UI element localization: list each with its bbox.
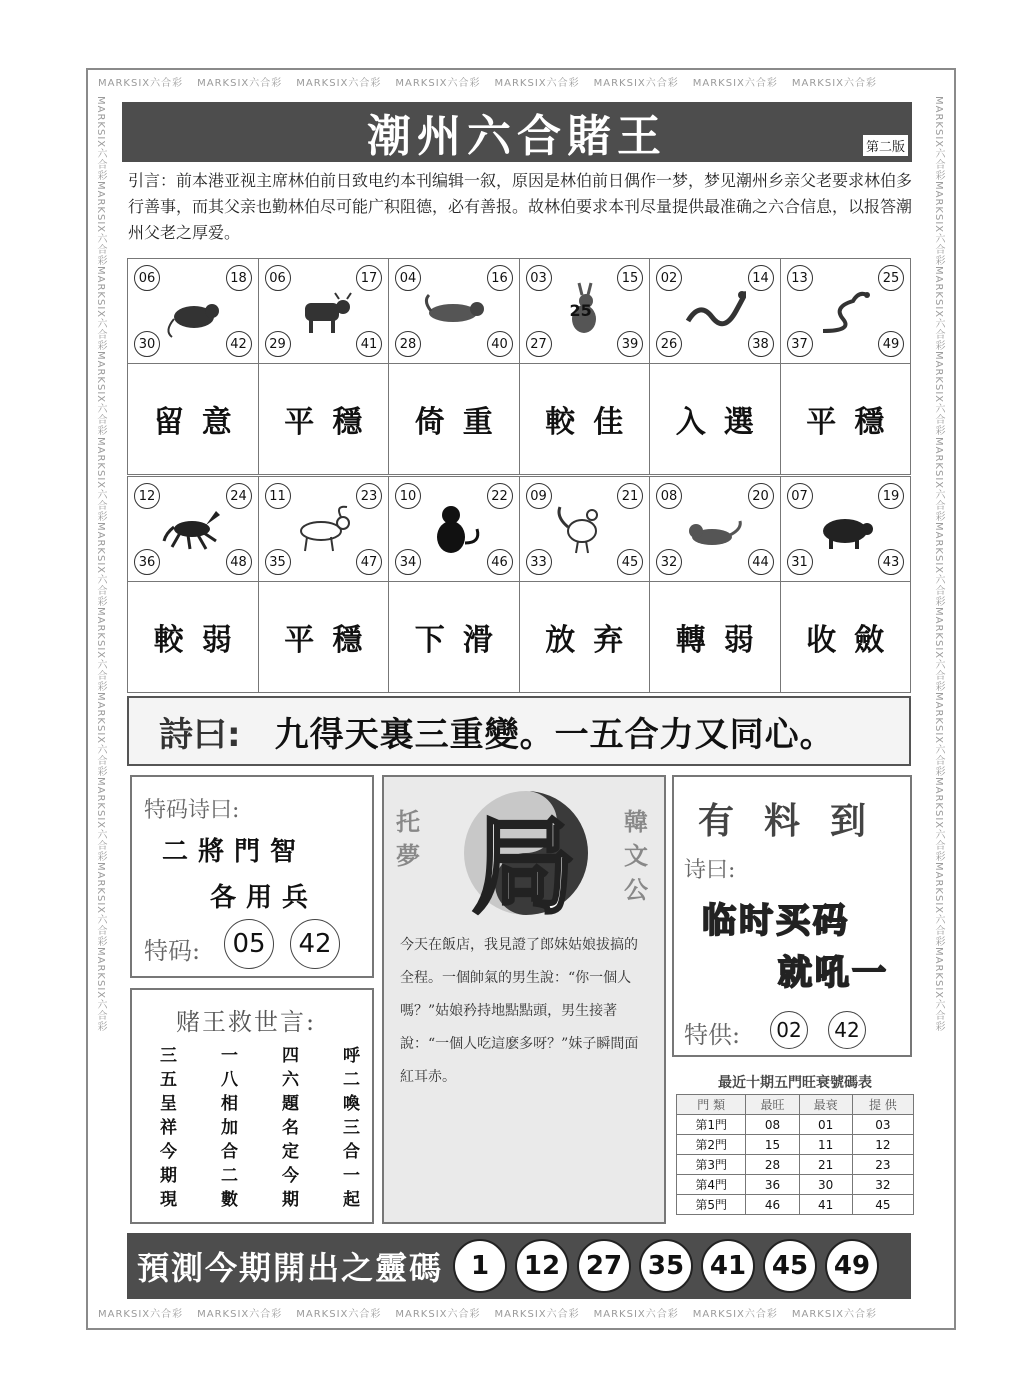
zodiac-number: 07 (787, 483, 813, 509)
poem-label: 詩曰: (159, 714, 241, 755)
saying-char: 今 (282, 1166, 299, 1186)
zodiac-number: 41 (356, 331, 382, 357)
zodiac-number: 28 (395, 331, 421, 357)
watermark-text: MARKSIX六合彩 (98, 1309, 184, 1320)
table-row (677, 1195, 914, 1215)
watermark-left (92, 96, 108, 1301)
rat-icon (160, 281, 224, 341)
watermark-text: MARKSIX六合彩 (933, 181, 944, 267)
watermark-text: MARKSIX六合彩 (791, 1309, 877, 1320)
table-row (677, 1155, 914, 1175)
watermark-text: MARKSIX六合彩 (933, 947, 944, 1033)
verdict-cell (780, 364, 912, 475)
watermark-text: MARKSIX六合彩 (692, 1309, 778, 1320)
table-row (677, 1175, 914, 1195)
prediction-ball: 41 (701, 1239, 755, 1293)
table-header: 門 類 (677, 1095, 746, 1115)
zodiac-number: 46 (487, 549, 513, 575)
saying-char: 合 (343, 1142, 360, 1162)
special-code-2: 42 (290, 919, 340, 969)
zodiac-number: 06 (265, 265, 291, 291)
pig-icon (813, 499, 877, 559)
table-cell: 23 (852, 1155, 913, 1175)
watermark-bottom (98, 1305, 944, 1321)
special-code-1: 05 (224, 919, 274, 969)
watermark-text: MARKSIX六合彩 (95, 96, 106, 182)
zodiac-number: 49 (878, 331, 904, 357)
saying-char: 合 (221, 1142, 238, 1162)
zodiac-number: 03 (526, 265, 552, 291)
watermark-text: MARKSIX六合彩 (95, 777, 106, 863)
special-poem-line2: 各用兵 (210, 883, 319, 913)
verdict-text: 入選 (675, 405, 772, 440)
zodiac-number: 04 (395, 265, 421, 291)
saying-char: 四 (282, 1046, 299, 1066)
watermark-text: MARKSIX六合彩 (296, 78, 382, 89)
table-cell: 45 (852, 1195, 913, 1215)
saying-char: 數 (221, 1190, 238, 1210)
watermark-text: MARKSIX六合彩 (593, 78, 679, 89)
story-side-left: 托夢 (396, 808, 420, 870)
zodiac-number: 47 (356, 549, 382, 575)
saying-char: 呈 (160, 1094, 177, 1114)
table-cell: 第3門 (677, 1155, 746, 1175)
verdict-text: 放弃 (545, 623, 642, 658)
watermark-text: MARKSIX六合彩 (933, 606, 944, 692)
table-cell: 46 (746, 1195, 799, 1215)
watermark-text: MARKSIX六合彩 (95, 181, 106, 267)
zodiac-number: 45 (617, 549, 643, 575)
zodiac-cell (258, 476, 389, 582)
zodiac-cell (127, 476, 258, 582)
saying-char: 五 (160, 1070, 177, 1090)
table-cell: 28 (746, 1155, 799, 1175)
prediction-ball: 27 (577, 1239, 631, 1293)
watermark-text: MARKSIX六合彩 (95, 521, 106, 607)
zodiac-number: 11 (265, 483, 291, 509)
watermark-text: MARKSIX六合彩 (933, 96, 944, 182)
zodiac-number: 08 (656, 483, 682, 509)
table-cell: 12 (852, 1135, 913, 1155)
watermark-text: MARKSIX六合彩 (494, 1309, 580, 1320)
watermark-text: MARKSIX六合彩 (933, 862, 944, 948)
prediction-ball: 12 (515, 1239, 569, 1293)
title-bar (122, 102, 912, 162)
zodiac-number: 29 (265, 331, 291, 357)
snake-icon (813, 281, 877, 341)
verdict-cell (258, 582, 389, 693)
verdict-cell (258, 364, 389, 475)
saying-char: 祥 (160, 1118, 177, 1138)
watermark-text: MARKSIX六合彩 (95, 436, 106, 522)
hot-tip-box (672, 775, 912, 1057)
saying-char: 期 (160, 1166, 177, 1186)
tiger-icon (421, 281, 485, 341)
watermark-text: MARKSIX六合彩 (933, 521, 944, 607)
zodiac-number: 34 (395, 549, 421, 575)
prediction-bar (127, 1233, 911, 1299)
story-text: 今天在飯店，我見證了郎妹姑娘拔搞的全程。一個帥氣的男生說：“你一個人嗎？”姑娘矜持地點點頭，男生接著說：“一個人吃這麽多呀？”妹子瞬間面紅耳赤。 (400, 937, 639, 1085)
hot-tip-title: 有料到 (698, 801, 897, 842)
saying-box (130, 988, 374, 1224)
watermark-text: MARKSIX六合彩 (933, 351, 944, 437)
zodiac-number: 31 (787, 549, 813, 575)
table-cell: 第2門 (677, 1135, 746, 1155)
saying-char: 三 (343, 1118, 360, 1138)
special-code-label: 特码: (144, 937, 201, 965)
zodiac-number: 40 (487, 331, 513, 357)
saying-char: 喚 (343, 1094, 360, 1114)
zodiac-cell (519, 258, 650, 364)
watermark-text: MARKSIX六合彩 (692, 78, 778, 89)
saying-column (343, 1044, 360, 1212)
watermark-text: MARKSIX六合彩 (395, 78, 481, 89)
watermark-text: MARKSIX六合彩 (95, 606, 106, 692)
offer-label: 特供: (684, 1021, 741, 1049)
zodiac-cell (388, 476, 519, 582)
watermark-text: MARKSIX六合彩 (95, 862, 106, 948)
prediction-ball: 45 (763, 1239, 817, 1293)
saying-char: 六 (282, 1070, 299, 1090)
watermark-text: MARKSIX六合彩 (593, 1309, 679, 1320)
monkey-icon (421, 499, 485, 559)
zodiac-number: 18 (226, 265, 252, 291)
saying-char: 今 (160, 1142, 177, 1162)
horse-icon (160, 499, 224, 559)
table-cell: 36 (746, 1175, 799, 1195)
verdict-text: 下滑 (414, 623, 511, 658)
dragon-icon (682, 281, 746, 341)
zodiac-number: 14 (748, 265, 774, 291)
table-header: 最旺 (746, 1095, 799, 1115)
zodiac-number: 30 (134, 331, 160, 357)
saying-char: 呼 (343, 1046, 360, 1066)
zodiac-cell (780, 258, 912, 364)
verdict-text: 倚重 (414, 405, 511, 440)
prediction-ball: 35 (639, 1239, 693, 1293)
verdict-cell (519, 364, 650, 475)
zodiac-number: 09 (526, 483, 552, 509)
saying-char: 一 (343, 1166, 360, 1186)
watermark-text: MARKSIX六合彩 (95, 947, 106, 1033)
watermark-top (98, 74, 944, 90)
saying-char: 一 (221, 1046, 238, 1066)
verdict-text: 收斂 (806, 623, 903, 658)
zodiac-number: 26 (656, 331, 682, 357)
zodiac-number: 15 (617, 265, 643, 291)
zodiac-number: 10 (395, 483, 421, 509)
prediction-label: 預測今期開出之靈碼 (137, 1249, 444, 1287)
verdict-text: 較佳 (545, 405, 642, 440)
big-character: 局 (472, 806, 577, 928)
saying-char: 八 (221, 1070, 238, 1090)
special-poem-line1: 二將門智 (162, 837, 307, 867)
saying-char: 定 (282, 1142, 299, 1162)
zodiac-number: 12 (134, 483, 160, 509)
special-poem-label: 特码诗曰: (144, 798, 240, 823)
zodiac-grid-top (127, 258, 911, 470)
watermark-text: MARKSIX六合彩 (494, 78, 580, 89)
saying-char: 二 (343, 1070, 360, 1090)
saying-char: 起 (343, 1190, 360, 1210)
saying-char: 三 (160, 1046, 177, 1066)
table-cell: 第5門 (677, 1195, 746, 1215)
watermark-right (930, 96, 946, 1301)
watermark-text: MARKSIX六合彩 (395, 1309, 481, 1320)
zodiac-number: 33 (526, 549, 552, 575)
page-title: 潮州六合賭王 (367, 111, 667, 162)
saying-char: 期 (282, 1190, 299, 1210)
zodiac-number: 17 (356, 265, 382, 291)
watermark-text: MARKSIX六合彩 (95, 691, 106, 777)
table-cell: 第1門 (677, 1115, 746, 1135)
zodiac-number: 25 (878, 265, 904, 291)
table-cell: 21 (799, 1155, 852, 1175)
verdict-cell (127, 582, 258, 693)
saying-columns (160, 1044, 360, 1212)
zodiac-cell (127, 258, 258, 364)
story-box (382, 775, 666, 1224)
zodiac-number: 23 (356, 483, 382, 509)
verdict-text: 平穩 (806, 405, 903, 440)
verdict-cell (519, 582, 650, 693)
table-cell: 30 (799, 1175, 852, 1195)
table-cell: 11 (799, 1135, 852, 1155)
zodiac-number: 44 (748, 549, 774, 575)
zodiac-number: 37 (787, 331, 813, 357)
hot-tip-line2: 就吼一 (778, 953, 889, 993)
goat-icon (291, 499, 355, 559)
stats-table-box (676, 1072, 914, 1215)
zodiac-cell (388, 258, 519, 364)
zodiac-cell (519, 476, 650, 582)
zodiac-cell (649, 476, 780, 582)
verdict-cell (388, 364, 519, 475)
watermark-text: MARKSIX六合彩 (933, 691, 944, 777)
saying-char: 現 (160, 1190, 177, 1210)
intro-text: 引言：前本港亚视主席林伯前日致电约本刊编辑一叙，原因是林伯前日偶作一梦，梦见潮州乡亲父老要求林伯多行善事，而其父亲也勤林伯尽可能广积阻德，必有善报。故林伯要求本刊尽量提供最准确之六合信息，以报答潮州父老之厚爱。 (128, 171, 913, 242)
verdict-cell (649, 582, 780, 693)
verdict-text: 留意 (153, 405, 250, 440)
watermark-text: MARKSIX六合彩 (933, 436, 944, 522)
zodiac-number: 06 (134, 265, 160, 291)
hot-tip-line1: 临时买码 (702, 901, 850, 941)
table-header: 最衰 (799, 1095, 852, 1115)
zodiac-number: 02 (656, 265, 682, 291)
zodiac-number: 21 (617, 483, 643, 509)
verdict-cell (388, 582, 519, 693)
saying-char: 題 (282, 1094, 299, 1114)
watermark-text: MARKSIX六合彩 (791, 78, 877, 89)
watermark-text: MARKSIX六合彩 (95, 351, 106, 437)
saying-char: 二 (221, 1166, 238, 1186)
zodiac-number: 38 (748, 331, 774, 357)
table-header: 提 供 (852, 1095, 913, 1115)
verdict-text: 平穩 (284, 623, 381, 658)
zodiac-number: 43 (878, 549, 904, 575)
overlay-number: 25 (569, 301, 592, 320)
table-cell: 第4門 (677, 1175, 746, 1195)
stats-table-title: 最近十期五門旺衰號碼表 (718, 1075, 872, 1091)
zodiac-number: 16 (487, 265, 513, 291)
table-row (677, 1115, 914, 1135)
zodiac-number: 13 (787, 265, 813, 291)
table-cell: 15 (746, 1135, 799, 1155)
zodiac-number: 32 (656, 549, 682, 575)
zodiac-number: 20 (748, 483, 774, 509)
prediction-balls (453, 1239, 887, 1293)
verdict-text: 平穩 (284, 405, 381, 440)
zodiac-number: 39 (617, 331, 643, 357)
watermark-text: MARKSIX六合彩 (197, 78, 283, 89)
watermark-text: MARKSIX六合彩 (95, 266, 106, 352)
poem-bar (127, 696, 911, 766)
ox-icon (291, 281, 355, 341)
zodiac-grid-bottom (127, 476, 911, 688)
verdict-text: 轉弱 (675, 623, 772, 658)
saying-char: 名 (282, 1118, 299, 1138)
saying-column (221, 1044, 238, 1212)
prediction-ball: 1 (453, 1239, 507, 1293)
table-cell: 41 (799, 1195, 852, 1215)
rooster-icon (552, 499, 616, 559)
poem-text: 九得天裏三重變。一五合力又同心。 (274, 714, 835, 755)
verdict-cell (127, 364, 258, 475)
table-cell: 08 (746, 1115, 799, 1135)
watermark-text: MARKSIX六合彩 (296, 1309, 382, 1320)
saying-column (282, 1044, 299, 1212)
zodiac-number: 42 (226, 331, 252, 357)
zodiac-number: 27 (526, 331, 552, 357)
zodiac-cell (258, 258, 389, 364)
table-cell: 03 (852, 1115, 913, 1135)
prediction-ball: 49 (825, 1239, 879, 1293)
zodiac-cell (649, 258, 780, 364)
hot-tip-label: 诗曰: (684, 858, 736, 883)
zodiac-number: 48 (226, 549, 252, 575)
zodiac-cell (780, 476, 912, 582)
offer-code-1: 02 (770, 1011, 808, 1049)
dog-icon (682, 499, 746, 559)
special-poem-box (130, 775, 374, 978)
table-cell: 32 (852, 1175, 913, 1195)
watermark-text: MARKSIX六合彩 (98, 78, 184, 89)
verdict-text: 較弱 (153, 623, 250, 658)
verdict-cell (649, 364, 780, 475)
edition-label: 第二版 (863, 135, 908, 156)
zodiac-number: 19 (878, 483, 904, 509)
story-side-right: 韓文公 (624, 808, 648, 904)
zodiac-number: 36 (134, 549, 160, 575)
verdict-cell (780, 582, 912, 693)
table-row (677, 1135, 914, 1155)
stats-table (676, 1094, 914, 1215)
zodiac-number: 22 (487, 483, 513, 509)
saying-char: 相 (221, 1094, 238, 1114)
offer-code-2: 42 (828, 1011, 866, 1049)
table-cell: 01 (799, 1115, 852, 1135)
zodiac-number: 35 (265, 549, 291, 575)
saying-title: 赌王救世言: (176, 1008, 317, 1036)
saying-char: 加 (221, 1118, 238, 1138)
watermark-text: MARKSIX六合彩 (197, 1309, 283, 1320)
zodiac-number: 24 (226, 483, 252, 509)
watermark-text: MARKSIX六合彩 (933, 266, 944, 352)
saying-column (160, 1044, 177, 1212)
watermark-text: MARKSIX六合彩 (933, 777, 944, 863)
